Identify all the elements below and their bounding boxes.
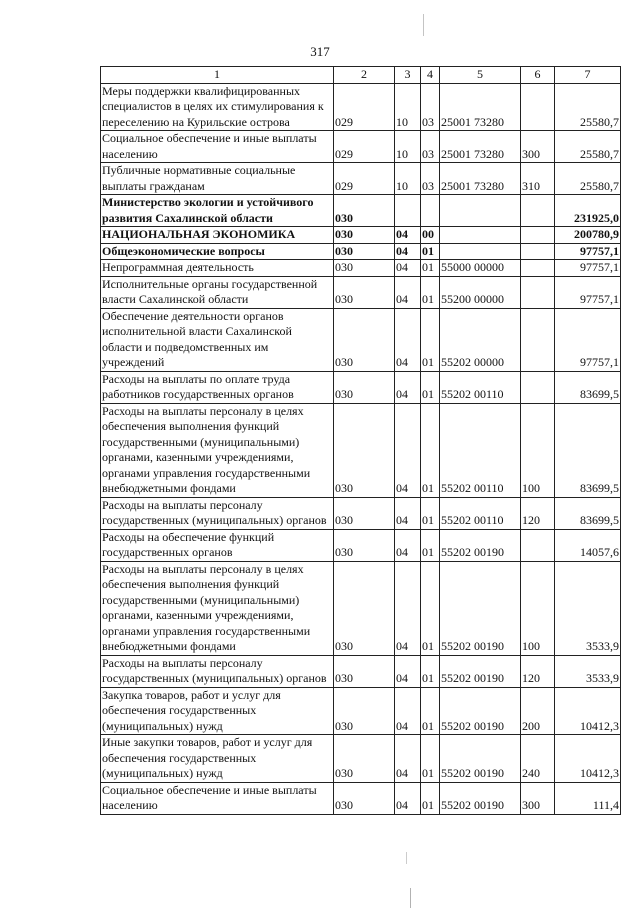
subsection-code: 03 [421, 163, 440, 195]
column-header: 2 [334, 67, 395, 84]
target-article-code: 55202 00110 [440, 497, 521, 529]
table-row [101, 687, 621, 735]
target-article-code: 55202 00190 [440, 561, 521, 655]
item-name: НАЦИОНАЛЬНАЯ ЭКОНОМИКА [101, 227, 334, 244]
column-header: 5 [440, 67, 521, 84]
ministry-code: 030 [334, 497, 395, 529]
expense-type-code: 100 [521, 403, 555, 497]
amount-value: 200780,9 [555, 227, 621, 244]
item-name: Расходы на выплаты по оплате труда работников государственных органов [101, 371, 334, 403]
amount-value: 10412,3 [555, 687, 621, 735]
subsection-code: 01 [421, 655, 440, 687]
subsection-code: 01 [421, 308, 440, 371]
amount-value: 10412,3 [555, 735, 621, 783]
subsection-code [421, 195, 440, 227]
expense-type-code [521, 371, 555, 403]
target-article-code: 55202 00110 [440, 371, 521, 403]
amount-value: 25580,7 [555, 163, 621, 195]
ministry-code: 029 [334, 163, 395, 195]
table-row [101, 655, 621, 687]
amount-value: 3533,9 [555, 655, 621, 687]
ministry-code: 030 [334, 308, 395, 371]
column-header: 3 [395, 67, 421, 84]
expense-type-code: 300 [521, 782, 555, 814]
table-row [101, 83, 621, 131]
table-row [101, 195, 621, 227]
target-article-code [440, 195, 521, 227]
table-row [101, 276, 621, 308]
item-name: Министерство экологии и устойчивого развития Сахалинской области [101, 195, 334, 227]
ministry-code: 030 [334, 687, 395, 735]
section-code: 04 [395, 227, 421, 244]
expense-type-code: 200 [521, 687, 555, 735]
table-row [101, 227, 621, 244]
item-name: Исполнительные органы государственной власти Сахалинской области [101, 276, 334, 308]
table-row [101, 403, 621, 497]
item-name: Иные закупки товаров, работ и услуг для обеспечения государственных (муниципальных) нужд [101, 735, 334, 783]
expense-type-code: 300 [521, 131, 555, 163]
budget-table [100, 66, 621, 815]
target-article-code: 55202 00190 [440, 687, 521, 735]
section-code: 04 [395, 655, 421, 687]
amount-value: 97757,1 [555, 243, 621, 260]
target-article-code: 55202 00190 [440, 655, 521, 687]
page-number: 317 [310, 44, 330, 59]
expense-type-code: 120 [521, 497, 555, 529]
section-code: 10 [395, 83, 421, 131]
section-code: 10 [395, 163, 421, 195]
expense-type-code [521, 195, 555, 227]
subsection-code: 01 [421, 782, 440, 814]
amount-value: 97757,1 [555, 260, 621, 277]
subsection-code: 00 [421, 227, 440, 244]
scan-mark [410, 888, 411, 908]
table-row [101, 735, 621, 783]
ministry-code: 030 [334, 782, 395, 814]
ministry-code: 030 [334, 403, 395, 497]
expense-type-code [521, 260, 555, 277]
section-code: 04 [395, 561, 421, 655]
item-name: Обеспечение деятельности органов исполнительной власти Сахалинской области и подведомственных им учреждений [101, 308, 334, 371]
column-header: 6 [521, 67, 555, 84]
target-article-code [440, 227, 521, 244]
subsection-code: 01 [421, 403, 440, 497]
header-row [101, 67, 621, 84]
scan-mark [423, 14, 424, 36]
subsection-code: 01 [421, 529, 440, 561]
subsection-code: 01 [421, 735, 440, 783]
section-code: 04 [395, 308, 421, 371]
expense-type-code: 100 [521, 561, 555, 655]
table-row [101, 782, 621, 814]
section-code: 04 [395, 371, 421, 403]
item-name: Расходы на выплаты персоналу государственных (муниципальных) органов [101, 497, 334, 529]
section-code: 04 [395, 403, 421, 497]
table-row [101, 371, 621, 403]
ministry-code: 030 [334, 655, 395, 687]
item-name: Публичные нормативные социальные выплаты гражданам [101, 163, 334, 195]
section-code: 04 [395, 529, 421, 561]
section-code: 04 [395, 276, 421, 308]
section-code: 04 [395, 782, 421, 814]
amount-value: 111,4 [555, 782, 621, 814]
section-code [395, 195, 421, 227]
table-row [101, 243, 621, 260]
amount-value: 25580,7 [555, 131, 621, 163]
table-row [101, 163, 621, 195]
section-code: 10 [395, 131, 421, 163]
expense-type-code: 240 [521, 735, 555, 783]
item-name: Непрограммная деятельность [101, 260, 334, 277]
amount-value: 83699,5 [555, 497, 621, 529]
subsection-code: 01 [421, 687, 440, 735]
item-name: Меры поддержки квалифицированных специалистов в целях их стимулирования к переселению на Курильские острова [101, 83, 334, 131]
item-name: Расходы на выплаты персоналу государственных (муниципальных) органов [101, 655, 334, 687]
subsection-code: 01 [421, 276, 440, 308]
item-name: Общеэкономические вопросы [101, 243, 334, 260]
target-article-code: 55000 00000 [440, 260, 521, 277]
target-article-code: 25001 73280 [440, 163, 521, 195]
target-article-code [440, 243, 521, 260]
expense-type-code [521, 529, 555, 561]
amount-value: 97757,1 [555, 276, 621, 308]
expense-type-code [521, 243, 555, 260]
subsection-code: 01 [421, 561, 440, 655]
scan-mark [406, 852, 407, 864]
target-article-code: 25001 73280 [440, 83, 521, 131]
column-header: 4 [421, 67, 440, 84]
subsection-code: 01 [421, 371, 440, 403]
table-row [101, 131, 621, 163]
table-row [101, 497, 621, 529]
section-code: 04 [395, 243, 421, 260]
section-code: 04 [395, 260, 421, 277]
table-row [101, 260, 621, 277]
target-article-code: 55200 00000 [440, 276, 521, 308]
ministry-code: 029 [334, 131, 395, 163]
table-row [101, 561, 621, 655]
target-article-code: 55202 00190 [440, 529, 521, 561]
amount-value: 97757,1 [555, 308, 621, 371]
subsection-code: 01 [421, 243, 440, 260]
subsection-code: 03 [421, 83, 440, 131]
target-article-code: 55202 00190 [440, 735, 521, 783]
target-article-code: 55202 00110 [440, 403, 521, 497]
expense-type-code: 120 [521, 655, 555, 687]
item-name: Расходы на обеспечение функций государственных органов [101, 529, 334, 561]
expense-type-code [521, 227, 555, 244]
amount-value: 231925,0 [555, 195, 621, 227]
amount-value: 14057,6 [555, 529, 621, 561]
ministry-code: 029 [334, 83, 395, 131]
amount-value: 25580,7 [555, 83, 621, 131]
ministry-code: 030 [334, 195, 395, 227]
amount-value: 83699,5 [555, 403, 621, 497]
item-name: Социальное обеспечение и иные выплаты населению [101, 782, 334, 814]
target-article-code: 55202 00000 [440, 308, 521, 371]
subsection-code: 01 [421, 497, 440, 529]
ministry-code: 030 [334, 260, 395, 277]
target-article-code: 55202 00190 [440, 782, 521, 814]
ministry-code: 030 [334, 735, 395, 783]
expense-type-code [521, 276, 555, 308]
expense-type-code: 310 [521, 163, 555, 195]
ministry-code: 030 [334, 561, 395, 655]
amount-value: 83699,5 [555, 371, 621, 403]
section-code: 04 [395, 735, 421, 783]
ministry-code: 030 [334, 227, 395, 244]
amount-value: 3533,9 [555, 561, 621, 655]
table-row [101, 308, 621, 371]
ministry-code: 030 [334, 371, 395, 403]
section-code: 04 [395, 687, 421, 735]
subsection-code: 03 [421, 131, 440, 163]
expense-type-code [521, 83, 555, 131]
item-name: Расходы на выплаты персоналу в целях обеспечения выполнения функций государственными (муниципальными) органами, казенными учреждениями, органами управления государственными внебюджетными фондами [101, 403, 334, 497]
ministry-code: 030 [334, 276, 395, 308]
column-header: 7 [555, 67, 621, 84]
ministry-code: 030 [334, 243, 395, 260]
subsection-code: 01 [421, 260, 440, 277]
table-row [101, 529, 621, 561]
target-article-code: 25001 73280 [440, 131, 521, 163]
column-header: 1 [101, 67, 334, 84]
expense-type-code [521, 308, 555, 371]
item-name: Социальное обеспечение и иные выплаты населению [101, 131, 334, 163]
item-name: Расходы на выплаты персоналу в целях обеспечения выполнения функций государственными (муниципальными) органами, казенными учреждениями, органами управления государственными внебюджетными фондами [101, 561, 334, 655]
item-name: Закупка товаров, работ и услуг для обеспечения государственных (муниципальных) нужд [101, 687, 334, 735]
ministry-code: 030 [334, 529, 395, 561]
section-code: 04 [395, 497, 421, 529]
